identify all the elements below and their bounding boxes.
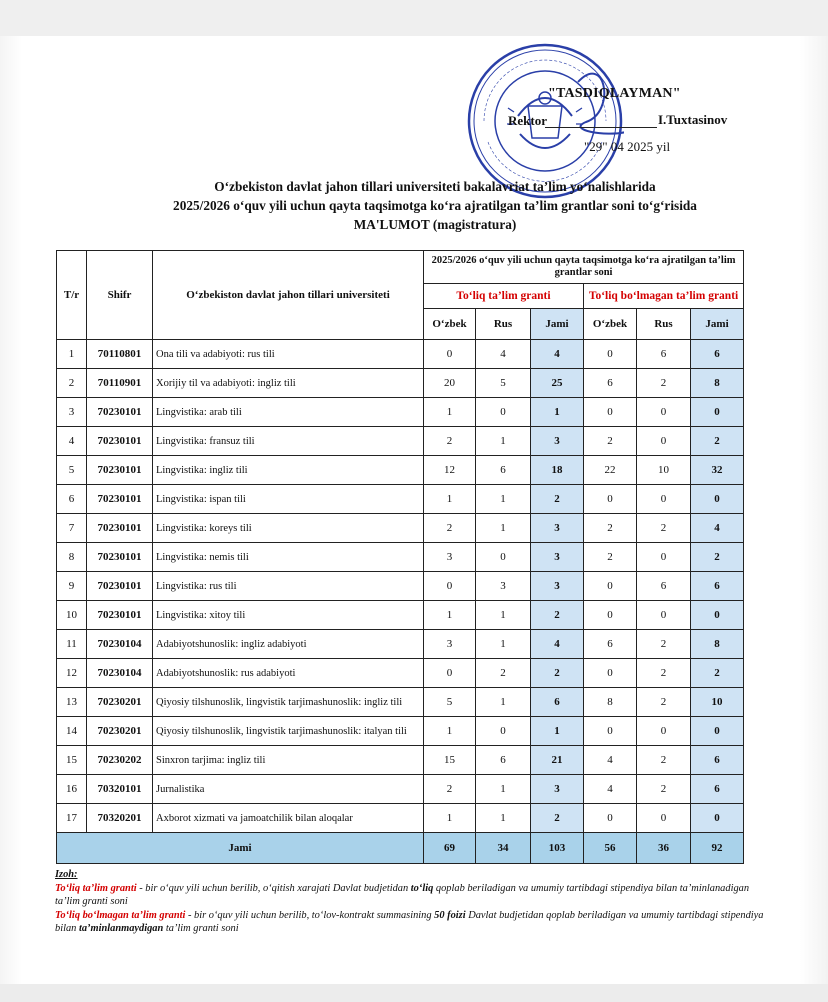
cell-f-ru: 3 [476,572,531,601]
cell-n: 15 [57,746,87,775]
cell-p-uz: 0 [584,717,637,746]
cell-n: 5 [57,456,87,485]
cell-code: 70230101 [87,427,153,456]
cell-p-ru: 2 [637,688,691,717]
cell-code: 70230202 [87,746,153,775]
footnote [55,868,765,936]
table-row [57,514,744,543]
cell-p-ru: 0 [637,485,691,514]
cell-n: 10 [57,601,87,630]
cell-p-uz: 0 [584,804,637,833]
cell-p-j: 0 [691,717,744,746]
cell-name: Sinxron tarjima: ingliz tili [153,746,424,775]
table-row [57,340,744,369]
cell-f-uz: 3 [424,543,476,572]
cell-name: Qiyosiy tilshunoslik, lingvistik tarjimashunoslik: italyan tili [153,717,424,746]
cell-name: Axborot xizmati va jamoatchilik bilan aloqalar [153,804,424,833]
cell-f-ru: 5 [476,369,531,398]
cell-f-uz: 0 [424,659,476,688]
cell-p-uz: 2 [584,427,637,456]
cell-p-ru: 2 [637,514,691,543]
cell-p-ru: 0 [637,427,691,456]
cell-n: 1 [57,340,87,369]
note-partial-term: To‘liq bo‘lmagan ta’lim granti [55,909,186,921]
table-row [57,630,744,659]
cell-code: 70110801 [87,340,153,369]
table-row [57,427,744,456]
cell-p-j: 4 [691,514,744,543]
cell-f-ru: 0 [476,717,531,746]
cell-p-ru: 2 [637,746,691,775]
cell-p-ru: 0 [637,717,691,746]
header-shifr: Shifr [87,251,153,340]
note-partial-text-b: Davlat budjetidan qoplab beriladigan va umumiy tartibdagi stipendiya bilan [55,909,764,934]
document-title [95,177,775,234]
total-partial-rus: 36 [637,833,691,864]
cell-p-uz: 6 [584,630,637,659]
table-row [57,688,744,717]
cell-f-j: 2 [531,601,584,630]
cell-code: 70230104 [87,630,153,659]
title-line-2: 2025/2026 o‘quv yili uchun qayta taqsimotga ko‘ra ajratilgan ta’lim grantlar soni to‘g‘risida [173,198,697,213]
cell-n: 9 [57,572,87,601]
cell-f-uz: 3 [424,630,476,659]
cell-p-uz: 4 [584,775,637,804]
cell-code: 70230201 [87,688,153,717]
total-row [57,833,744,864]
cell-p-uz: 2 [584,543,637,572]
cell-f-ru: 0 [476,543,531,572]
cell-name: Lingvistika: ispan tili [153,485,424,514]
header-full-grant: To‘liq ta’lim granti [424,284,584,309]
cell-f-j: 25 [531,369,584,398]
cell-name: Adabiyotshunoslik: ingliz adabiyoti [153,630,424,659]
cell-p-uz: 22 [584,456,637,485]
title-line-3: MA'LUMOT (magistratura) [353,217,517,232]
cell-p-uz: 0 [584,485,637,514]
cell-name: Jurnalistika [153,775,424,804]
cell-f-j: 21 [531,746,584,775]
cell-f-ru: 6 [476,746,531,775]
total-label: Jami [57,833,424,864]
table-body [57,340,744,833]
rektor-label: Rektor [508,113,547,128]
cell-p-uz: 0 [584,340,637,369]
cell-f-ru: 1 [476,804,531,833]
cell-name: Lingvistika: nemis tili [153,543,424,572]
cell-p-uz: 6 [584,369,637,398]
cell-n: 8 [57,543,87,572]
cell-p-ru: 0 [637,543,691,572]
cell-f-j: 18 [531,456,584,485]
scan-bottom-shadow [0,984,828,1002]
cell-p-ru: 10 [637,456,691,485]
cell-name: Lingvistika: rus tili [153,572,424,601]
cell-f-j: 1 [531,398,584,427]
total-partial-jami: 92 [691,833,744,864]
cell-f-j: 2 [531,659,584,688]
note-partial-text-a: - bir o‘quv yili uchun berilib, to‘lov-kontrakt summasining [185,909,435,921]
cell-f-uz: 12 [424,456,476,485]
cell-p-ru: 2 [637,369,691,398]
cell-f-j: 3 [531,572,584,601]
header-full-uzbek: O‘zbek [424,309,476,340]
cell-n: 16 [57,775,87,804]
cell-code: 70230101 [87,398,153,427]
cell-n: 4 [57,427,87,456]
cell-f-ru: 1 [476,601,531,630]
cell-code: 70230101 [87,485,153,514]
note-full-text-b: qoplab beriladigan va umumiy tartibdagi stipendiya bilan ta’minlanadigan ta’lim granti soni [55,882,750,907]
cell-f-j: 3 [531,775,584,804]
table-row [57,572,744,601]
cell-code: 70230101 [87,601,153,630]
cell-code: 70110901 [87,369,153,398]
cell-f-uz: 2 [424,775,476,804]
grants-table [56,250,744,864]
cell-f-j: 3 [531,427,584,456]
note-heading: Izoh: [55,869,78,880]
cell-f-ru: 1 [476,427,531,456]
cell-f-j: 2 [531,485,584,514]
cell-name: Lingvistika: arab tili [153,398,424,427]
cell-f-j: 1 [531,717,584,746]
cell-code: 70230201 [87,717,153,746]
cell-p-j: 8 [691,369,744,398]
note-partial-grant [55,909,765,936]
cell-f-ru: 6 [476,456,531,485]
cell-p-j: 6 [691,746,744,775]
cell-f-uz: 1 [424,601,476,630]
cell-n: 13 [57,688,87,717]
cell-n: 11 [57,630,87,659]
cell-f-j: 3 [531,514,584,543]
cell-p-j: 0 [691,601,744,630]
header-partial-grant: To‘liq bo‘lmagan ta’lim granti [584,284,744,309]
cell-f-uz: 2 [424,514,476,543]
cell-p-uz: 0 [584,601,637,630]
cell-name: Lingvistika: xitoy tili [153,601,424,630]
cell-n: 7 [57,514,87,543]
cell-f-ru: 1 [476,688,531,717]
cell-n: 2 [57,369,87,398]
scan-top-shadow [0,0,828,36]
cell-p-j: 2 [691,543,744,572]
cell-p-uz: 8 [584,688,637,717]
note-partial-bold-1: 50 foizi [434,909,466,921]
header-partial-uzbek: O‘zbek [584,309,637,340]
cell-n: 17 [57,804,87,833]
cell-code: 70230101 [87,456,153,485]
rektor-name: I.Tuxtasinov [658,112,728,127]
header-full-rus: Rus [476,309,531,340]
cell-p-j: 10 [691,688,744,717]
cell-p-uz: 4 [584,746,637,775]
cell-p-ru: 0 [637,804,691,833]
table-row [57,543,744,572]
note-full-term: To‘liq ta’lim granti [55,882,137,894]
cell-n: 3 [57,398,87,427]
cell-p-uz: 0 [584,398,637,427]
cell-f-ru: 1 [476,775,531,804]
table-row [57,659,744,688]
header-partial-jami: Jami [691,309,744,340]
note-full-grant [55,882,765,909]
cell-f-j: 3 [531,543,584,572]
cell-p-j: 0 [691,398,744,427]
cell-f-ru: 0 [476,398,531,427]
cell-f-uz: 2 [424,427,476,456]
cell-code: 70230101 [87,543,153,572]
cell-p-uz: 2 [584,514,637,543]
header-university: O‘zbekiston davlat jahon tillari universiteti [153,251,424,340]
cell-p-j: 6 [691,572,744,601]
cell-f-ru: 1 [476,514,531,543]
note-partial-bold-2: ta’minlanmaydigan [78,923,164,934]
total-full-uzbek: 69 [424,833,476,864]
cell-p-ru: 6 [637,572,691,601]
cell-f-ru: 4 [476,340,531,369]
approval-title: "TASDIQLAYMAN" [548,86,681,101]
cell-f-uz: 0 [424,340,476,369]
table-row [57,717,744,746]
cell-name: Lingvistika: fransuz tili [153,427,424,456]
cell-n: 14 [57,717,87,746]
cell-p-j: 2 [691,427,744,456]
cell-p-j: 32 [691,456,744,485]
table-row [57,369,744,398]
cell-name: Qiyosiy tilshunoslik, lingvistik tarjimashunoslik: ingliz tili [153,688,424,717]
cell-f-ru: 2 [476,659,531,688]
cell-code: 70230101 [87,514,153,543]
table-row [57,456,744,485]
cell-f-j: 6 [531,688,584,717]
cell-p-uz: 0 [584,659,637,688]
total-partial-uzbek: 56 [584,833,637,864]
cell-name: Xorijiy til va adabiyoti: ingliz tili [153,369,424,398]
cell-p-j: 0 [691,485,744,514]
cell-f-uz: 0 [424,572,476,601]
table-row [57,746,744,775]
cell-f-j: 4 [531,630,584,659]
total-full-rus: 34 [476,833,531,864]
cell-p-j: 6 [691,340,744,369]
cell-code: 70320201 [87,804,153,833]
cell-f-uz: 1 [424,804,476,833]
cell-p-j: 6 [691,775,744,804]
signature-line [545,127,657,128]
header-full-jami: Jami [531,309,584,340]
cell-name: Lingvistika: koreys tili [153,514,424,543]
note-partial-text-c: ta’lim granti soni [163,923,239,934]
cell-name: Lingvistika: ingliz tili [153,456,424,485]
approval-date: "29" 04 2025 yil [584,139,671,154]
cell-f-uz: 1 [424,485,476,514]
cell-name: Ona tili va adabiyoti: rus tili [153,340,424,369]
table-row [57,485,744,514]
note-full-bold: to‘liq [410,882,434,894]
cell-code: 70320101 [87,775,153,804]
cell-p-ru: 6 [637,340,691,369]
header-partial-rus: Rus [637,309,691,340]
cell-f-ru: 1 [476,485,531,514]
cell-p-ru: 2 [637,630,691,659]
cell-p-ru: 0 [637,398,691,427]
cell-p-j: 8 [691,630,744,659]
title-line-1: O‘zbekiston davlat jahon tillari universiteti bakalavriat ta’lim yo‘nalishlarida [214,179,656,194]
table-row [57,601,744,630]
table-row [57,804,744,833]
cell-p-ru: 2 [637,775,691,804]
header-tr: T/r [57,251,87,340]
cell-name: Adabiyotshunoslik: rus adabiyoti [153,659,424,688]
cell-p-ru: 2 [637,659,691,688]
cell-f-uz: 15 [424,746,476,775]
cell-n: 6 [57,485,87,514]
note-full-text-a: - bir o‘quv yili uchun berilib, o‘qitish xarajati Davlat budjetidan [136,882,411,894]
cell-code: 70230104 [87,659,153,688]
cell-n: 12 [57,659,87,688]
header-group: 2025/2026 o‘quv yili uchun qayta taqsimotga ko‘ra ajratilgan ta’lim grantlar soni [424,251,744,284]
cell-f-j: 2 [531,804,584,833]
cell-f-uz: 1 [424,398,476,427]
cell-p-j: 0 [691,804,744,833]
cell-f-uz: 20 [424,369,476,398]
cell-p-uz: 0 [584,572,637,601]
cell-f-uz: 5 [424,688,476,717]
cell-f-uz: 1 [424,717,476,746]
cell-f-j: 4 [531,340,584,369]
table-row [57,398,744,427]
table-row [57,775,744,804]
cell-p-ru: 0 [637,601,691,630]
cell-f-ru: 1 [476,630,531,659]
cell-code: 70230101 [87,572,153,601]
cell-p-j: 2 [691,659,744,688]
total-full-jami: 103 [531,833,584,864]
